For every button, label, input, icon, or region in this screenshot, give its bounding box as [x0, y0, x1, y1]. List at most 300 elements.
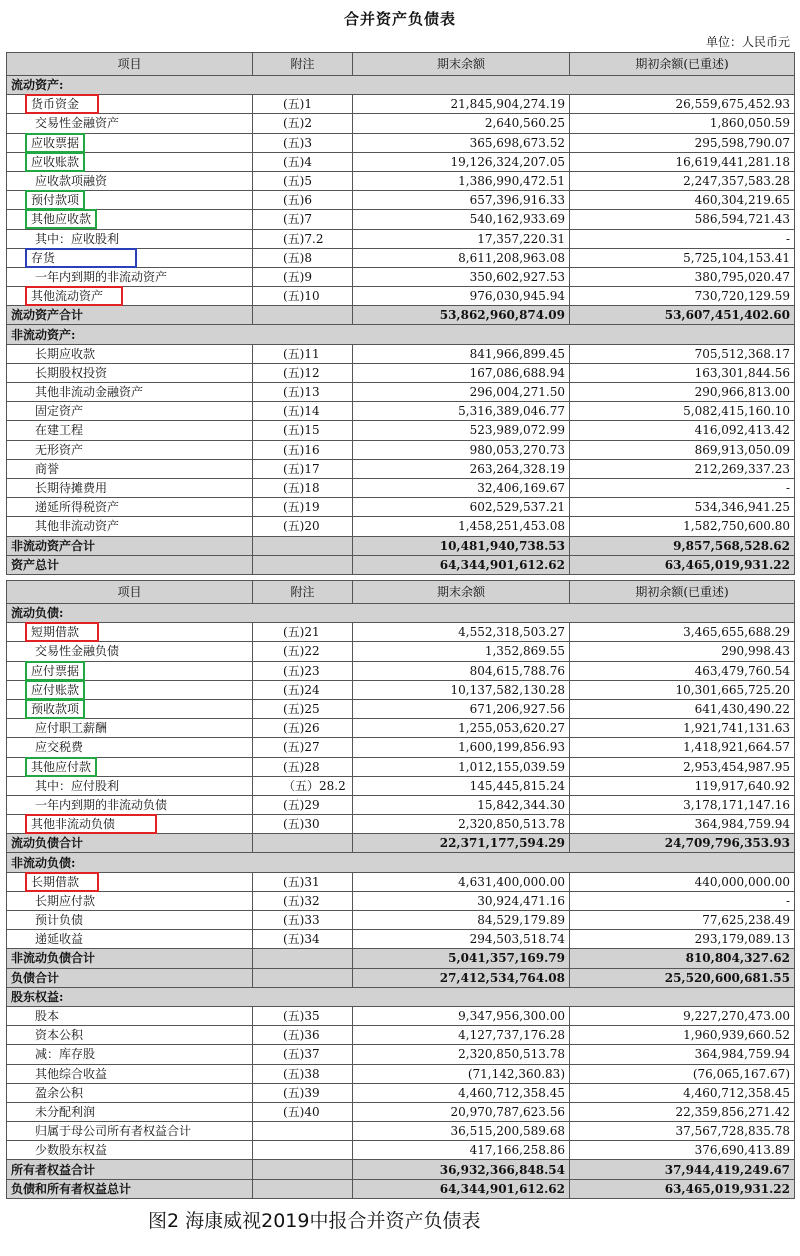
end-balance-cell: 145,445,815.24 — [353, 776, 570, 795]
table-row — [7, 383, 795, 402]
end-balance-cell: 976,030,945.94 — [353, 287, 570, 306]
item-label: 递延所得税资产 — [35, 500, 120, 515]
item-indent — [11, 778, 119, 794]
begin-balance-cell: 1,582,750,600.80 — [570, 517, 795, 536]
begin-balance-cell: 293,179,089.13 — [570, 930, 795, 949]
item-label: 其他综合收益 — [35, 1066, 108, 1081]
item-indent — [11, 231, 119, 247]
section-heading-row — [7, 853, 795, 872]
item-cell — [7, 114, 253, 133]
item-label: 其他应付款 — [27, 759, 95, 775]
item-label: 固定资产 — [35, 404, 84, 419]
end-balance-cell: 4,127,737,176.28 — [353, 1026, 570, 1045]
item-cell — [7, 363, 253, 382]
end-balance-cell: 365,698,673.52 — [353, 133, 570, 152]
note-cell: (五)8 — [253, 248, 353, 267]
item-indent — [11, 874, 97, 890]
begin-balance-cell: 63,465,019,931.22 — [570, 555, 795, 574]
item-cell — [7, 1045, 253, 1064]
table-row — [7, 1083, 795, 1102]
item-cell — [7, 459, 253, 478]
end-balance-cell: 1,012,155,039.59 — [353, 757, 570, 776]
item-label: 应收款项融资 — [35, 174, 108, 189]
liabilities-equity-table — [6, 580, 795, 1199]
item-label: 预付款项 — [27, 192, 83, 208]
note-cell: (五)7.2 — [253, 229, 353, 248]
table-row — [7, 1102, 795, 1121]
item-cell — [7, 1122, 253, 1141]
item-label: 无形资产 — [35, 442, 84, 457]
section-heading: 非流动资产: — [7, 325, 795, 344]
end-balance-cell: 294,503,518.74 — [353, 930, 570, 949]
table-row — [7, 757, 795, 776]
item-cell — [7, 795, 253, 814]
item-label: 盈余公积 — [35, 1085, 84, 1100]
item-label: 长期借款 — [27, 874, 97, 890]
item-label: 流动资产合计 — [11, 308, 84, 323]
end-balance-cell: 167,086,688.94 — [353, 363, 570, 382]
item-label: 预收款项 — [27, 701, 83, 717]
item-indent — [11, 346, 95, 362]
end-balance-cell: 523,989,072.99 — [353, 421, 570, 440]
note-cell: （五）28.2 — [253, 776, 353, 795]
table-row — [7, 1064, 795, 1083]
end-balance-cell: 2,320,850,513.78 — [353, 1045, 570, 1064]
table-row — [7, 891, 795, 910]
end-balance-cell: 36,515,200,589.68 — [353, 1122, 570, 1141]
note-cell: (五)5 — [253, 171, 353, 190]
item-label: 其他非流动资产 — [35, 519, 120, 534]
item-label: 存货 — [27, 250, 135, 266]
note-cell: (五)6 — [253, 191, 353, 210]
begin-balance-cell: 26,559,675,452.93 — [570, 95, 795, 114]
begin-balance-cell: 290,966,813.00 — [570, 383, 795, 402]
table-row — [7, 287, 795, 306]
note-cell: (五)27 — [253, 738, 353, 757]
begin-balance-cell: 440,000,000.00 — [570, 872, 795, 891]
item-cell — [7, 1064, 253, 1083]
begin-balance-cell: 53,607,451,402.60 — [570, 306, 795, 325]
note-cell — [253, 949, 353, 968]
item-cell — [7, 930, 253, 949]
end-balance-cell: 84,529,179.89 — [353, 911, 570, 930]
figure-caption: 图2 海康威视2019中报合并资产负债表 — [148, 1210, 481, 1232]
header-begin-balance: 期初余额(已重述) — [570, 581, 795, 604]
item-label: 货币资金 — [27, 96, 97, 112]
begin-balance-cell: 586,594,721.43 — [570, 210, 795, 229]
item-cell — [7, 776, 253, 795]
table-row — [7, 421, 795, 440]
item-label: 长期应收款 — [35, 346, 96, 361]
note-cell: (五)11 — [253, 344, 353, 363]
begin-balance-cell: 37,567,728,835.78 — [570, 1122, 795, 1141]
section-heading-row — [7, 604, 795, 623]
table-row — [7, 440, 795, 459]
item-indent — [11, 288, 121, 304]
note-cell — [253, 1122, 353, 1141]
total-row — [7, 834, 795, 853]
item-cell — [7, 949, 253, 968]
begin-balance-cell: 77,625,238.49 — [570, 911, 795, 930]
item-indent — [11, 250, 135, 266]
item-indent — [11, 643, 119, 659]
begin-balance-cell: 534,346,941.25 — [570, 498, 795, 517]
item-cell — [7, 306, 253, 325]
item-cell — [7, 267, 253, 286]
note-cell: (五)35 — [253, 1006, 353, 1025]
table-row — [7, 738, 795, 757]
begin-balance-cell: 416,092,413.42 — [570, 421, 795, 440]
item-indent — [11, 115, 119, 131]
end-balance-cell: 350,602,927.53 — [353, 267, 570, 286]
item-label: 短期借款 — [27, 624, 97, 640]
item-cell — [7, 757, 253, 776]
note-cell — [253, 968, 353, 987]
end-balance-cell: 2,320,850,513.78 — [353, 815, 570, 834]
note-cell: (五)36 — [253, 1026, 353, 1045]
table-row — [7, 191, 795, 210]
begin-balance-cell: 63,465,019,931.22 — [570, 1179, 795, 1198]
item-indent — [11, 1104, 95, 1120]
end-balance-cell: 296,004,271.50 — [353, 383, 570, 402]
begin-balance-cell: 9,857,568,528.62 — [570, 536, 795, 555]
item-indent — [11, 269, 167, 285]
table-row — [7, 133, 795, 152]
section-heading-row — [7, 76, 795, 95]
end-balance-cell: 841,966,899.45 — [353, 344, 570, 363]
item-indent — [11, 701, 83, 717]
table-row — [7, 498, 795, 517]
item-cell — [7, 191, 253, 210]
item-label: 应收账款 — [27, 154, 83, 170]
item-cell — [7, 1026, 253, 1045]
item-cell — [7, 642, 253, 661]
begin-balance-cell: 37,944,419,249.67 — [570, 1160, 795, 1179]
end-balance-cell: 417,166,258.86 — [353, 1141, 570, 1160]
total-row — [7, 306, 795, 325]
table-row — [7, 623, 795, 642]
item-label: 长期待摊费用 — [35, 481, 108, 496]
end-balance-cell: 263,264,328.19 — [353, 459, 570, 478]
note-cell: (五)25 — [253, 699, 353, 718]
table-row — [7, 872, 795, 891]
header-item: 项目 — [7, 53, 253, 76]
end-balance-cell: 540,162,933.69 — [353, 210, 570, 229]
begin-balance-cell: 1,960,939,660.52 — [570, 1026, 795, 1045]
item-indent — [11, 192, 83, 208]
note-cell: (五)21 — [253, 623, 353, 642]
begin-balance-cell: 705,512,368.17 — [570, 344, 795, 363]
begin-balance-cell: 24,709,796,353.93 — [570, 834, 795, 853]
item-cell — [7, 555, 253, 574]
item-cell — [7, 1160, 253, 1179]
end-balance-cell: 27,412,534,764.08 — [353, 968, 570, 987]
item-cell — [7, 478, 253, 497]
item-cell — [7, 719, 253, 738]
note-cell: (五)16 — [253, 440, 353, 459]
item-cell — [7, 498, 253, 517]
item-indent — [11, 739, 83, 755]
note-cell: (五)38 — [253, 1064, 353, 1083]
table-row — [7, 1026, 795, 1045]
table-row — [7, 1006, 795, 1025]
end-balance-cell: 657,396,916.33 — [353, 191, 570, 210]
end-balance-cell: 1,458,251,453.08 — [353, 517, 570, 536]
item-cell — [7, 1141, 253, 1160]
table-row — [7, 229, 795, 248]
note-cell: (五)7 — [253, 210, 353, 229]
end-balance-cell: 4,460,712,358.45 — [353, 1083, 570, 1102]
item-indent — [11, 624, 97, 640]
total-row — [7, 555, 795, 574]
table-row — [7, 363, 795, 382]
header-item: 项目 — [7, 581, 253, 604]
item-label: 非流动负债合计 — [11, 951, 96, 966]
currency-unit: 单位：人民币元 — [705, 35, 790, 49]
begin-balance-cell: 364,984,759.94 — [570, 1045, 795, 1064]
item-label: 预计负债 — [35, 913, 84, 928]
item-indent — [11, 816, 155, 832]
end-balance-cell: 20,970,787,623.56 — [353, 1102, 570, 1121]
begin-balance-cell: - — [570, 229, 795, 248]
item-indent — [11, 1008, 59, 1024]
note-cell: (五)26 — [253, 719, 353, 738]
end-balance-cell: 64,344,901,612.62 — [353, 555, 570, 574]
item-label: 流动负债合计 — [11, 836, 84, 851]
item-cell — [7, 815, 253, 834]
end-balance-cell: 980,053,270.73 — [353, 440, 570, 459]
table-row — [7, 478, 795, 497]
end-balance-cell: 32,406,169.67 — [353, 478, 570, 497]
note-cell: (五)22 — [253, 642, 353, 661]
item-label: 长期股权投资 — [35, 365, 108, 380]
item-label: 未分配利润 — [35, 1104, 96, 1119]
item-indent — [11, 893, 95, 909]
item-cell — [7, 95, 253, 114]
end-balance-cell: 5,316,389,046.77 — [353, 402, 570, 421]
item-label: 一年内到期的非流动负债 — [35, 797, 168, 812]
section-heading-row — [7, 987, 795, 1006]
total-row — [7, 949, 795, 968]
table-row — [7, 719, 795, 738]
note-cell: (五)20 — [253, 517, 353, 536]
note-cell — [253, 1141, 353, 1160]
begin-balance-cell: 380,795,020.47 — [570, 267, 795, 286]
item-indent — [11, 912, 83, 928]
table-row — [7, 1141, 795, 1160]
table-row — [7, 517, 795, 536]
item-cell — [7, 133, 253, 152]
item-label: 商誉 — [35, 461, 60, 476]
item-cell — [7, 517, 253, 536]
begin-balance-cell: 9,227,270,473.00 — [570, 1006, 795, 1025]
item-label: 应付票据 — [27, 663, 83, 679]
note-cell: (五)40 — [253, 1102, 353, 1121]
table-row — [7, 1122, 795, 1141]
item-label: 应付账款 — [27, 682, 83, 698]
end-balance-cell: 22,371,177,594.29 — [353, 834, 570, 853]
end-balance-cell: 4,631,400,000.00 — [353, 872, 570, 891]
begin-balance-cell: 2,953,454,987.95 — [570, 757, 795, 776]
item-indent — [11, 403, 83, 419]
item-cell — [7, 248, 253, 267]
note-cell — [253, 555, 353, 574]
item-indent — [11, 422, 83, 438]
end-balance-cell: 64,344,901,612.62 — [353, 1179, 570, 1198]
total-row — [7, 1160, 795, 1179]
item-cell — [7, 421, 253, 440]
begin-balance-cell: 4,460,712,358.45 — [570, 1083, 795, 1102]
item-label: 其他流动资产 — [27, 288, 121, 304]
table-row — [7, 248, 795, 267]
note-cell: (五)33 — [253, 911, 353, 930]
header-note: 附注 — [253, 53, 353, 76]
begin-balance-cell: 16,619,441,281.18 — [570, 152, 795, 171]
end-balance-cell: 1,386,990,472.51 — [353, 171, 570, 190]
item-indent — [11, 518, 119, 534]
item-indent — [11, 663, 83, 679]
item-label: 少数股东权益 — [35, 1143, 108, 1158]
item-label: 非流动资产合计 — [11, 538, 96, 553]
item-indent — [11, 720, 107, 736]
table-row — [7, 171, 795, 190]
end-balance-cell: 8,611,208,963.08 — [353, 248, 570, 267]
begin-balance-cell: 1,860,050.59 — [570, 114, 795, 133]
section-heading: 流动负债: — [7, 604, 795, 623]
item-cell — [7, 1102, 253, 1121]
item-indent — [11, 480, 107, 496]
header-begin-balance: 期初余额(已重述) — [570, 53, 795, 76]
item-label: 在建工程 — [35, 423, 84, 438]
item-indent — [11, 1027, 83, 1043]
begin-balance-cell: 5,725,104,153.41 — [570, 248, 795, 267]
begin-balance-cell: 25,520,600,681.55 — [570, 968, 795, 987]
note-cell: (五)29 — [253, 795, 353, 814]
note-cell: (五)24 — [253, 680, 353, 699]
begin-balance-cell: 10,301,665,725.20 — [570, 680, 795, 699]
note-cell: (五)31 — [253, 872, 353, 891]
header-end-balance: 期末余额 — [353, 53, 570, 76]
begin-balance-cell: 869,913,050.09 — [570, 440, 795, 459]
item-label: 其中：应付股利 — [35, 778, 120, 793]
begin-balance-cell: 5,082,415,160.10 — [570, 402, 795, 421]
note-cell: (五)2 — [253, 114, 353, 133]
item-label: 其他非流动负债 — [27, 816, 155, 832]
end-balance-cell: 30,924,471.16 — [353, 891, 570, 910]
section-heading-row — [7, 325, 795, 344]
header-end-balance: 期末余额 — [353, 581, 570, 604]
item-indent — [11, 797, 167, 813]
item-cell — [7, 968, 253, 987]
end-balance-cell: (71,142,360.83) — [353, 1064, 570, 1083]
item-cell — [7, 171, 253, 190]
item-cell — [7, 699, 253, 718]
item-indent — [11, 1142, 107, 1158]
table-row — [7, 114, 795, 133]
item-cell — [7, 891, 253, 910]
begin-balance-cell: 460,304,219.65 — [570, 191, 795, 210]
note-cell: (五)10 — [253, 287, 353, 306]
note-cell — [253, 1179, 353, 1198]
item-cell — [7, 383, 253, 402]
section-heading: 流动资产: — [7, 76, 795, 95]
begin-balance-cell: 163,301,844.56 — [570, 363, 795, 382]
note-cell: (五)14 — [253, 402, 353, 421]
item-label: 其他应收款 — [27, 211, 95, 227]
item-indent — [11, 1046, 95, 1062]
item-cell — [7, 402, 253, 421]
note-cell: (五)39 — [253, 1083, 353, 1102]
item-cell — [7, 536, 253, 555]
note-cell: (五)4 — [253, 152, 353, 171]
item-indent — [11, 1123, 191, 1139]
table-row — [7, 642, 795, 661]
item-cell — [7, 344, 253, 363]
note-cell: (五)28 — [253, 757, 353, 776]
end-balance-cell: 15,842,344.30 — [353, 795, 570, 814]
end-balance-cell: 9,347,956,300.00 — [353, 1006, 570, 1025]
note-cell — [253, 306, 353, 325]
note-cell: (五)3 — [253, 133, 353, 152]
table-header — [7, 581, 795, 604]
begin-balance-cell: 376,690,413.89 — [570, 1141, 795, 1160]
table-row — [7, 911, 795, 930]
item-label: 其中：应收股利 — [35, 231, 120, 246]
end-balance-cell: 1,352,869.55 — [353, 642, 570, 661]
item-cell — [7, 1006, 253, 1025]
note-cell: (五)18 — [253, 478, 353, 497]
begin-balance-cell: 3,465,655,688.29 — [570, 623, 795, 642]
item-label: 递延收益 — [35, 932, 84, 947]
item-indent — [11, 96, 97, 112]
table-row — [7, 267, 795, 286]
end-balance-cell: 1,255,053,620.27 — [353, 719, 570, 738]
end-balance-cell: 1,600,199,856.93 — [353, 738, 570, 757]
table-header — [7, 53, 795, 76]
total-row — [7, 968, 795, 987]
table-row — [7, 815, 795, 834]
end-balance-cell: 5,041,357,169.79 — [353, 949, 570, 968]
begin-balance-cell: 364,984,759.94 — [570, 815, 795, 834]
item-cell — [7, 1179, 253, 1198]
end-balance-cell: 4,552,318,503.27 — [353, 623, 570, 642]
end-balance-cell: 17,357,220.31 — [353, 229, 570, 248]
end-balance-cell: 804,615,788.76 — [353, 661, 570, 680]
item-indent — [11, 384, 143, 400]
table-row — [7, 210, 795, 229]
item-indent — [11, 461, 59, 477]
note-cell: (五)37 — [253, 1045, 353, 1064]
note-cell — [253, 1160, 353, 1179]
total-row — [7, 1179, 795, 1198]
table-row — [7, 1045, 795, 1064]
item-indent — [11, 135, 83, 151]
item-cell — [7, 872, 253, 891]
begin-balance-cell: 295,598,790.07 — [570, 133, 795, 152]
item-label: 所有者权益合计 — [11, 1162, 96, 1177]
begin-balance-cell: (76,065,167.67) — [570, 1064, 795, 1083]
begin-balance-cell: 1,418,921,664.57 — [570, 738, 795, 757]
table-row — [7, 661, 795, 680]
begin-balance-cell: 22,359,856,271.42 — [570, 1102, 795, 1121]
item-indent — [11, 442, 83, 458]
item-indent — [11, 499, 119, 515]
note-cell: (五)34 — [253, 930, 353, 949]
begin-balance-cell: 290,998.43 — [570, 642, 795, 661]
note-cell: (五)17 — [253, 459, 353, 478]
begin-balance-cell: 1,921,741,131.63 — [570, 719, 795, 738]
item-cell — [7, 661, 253, 680]
